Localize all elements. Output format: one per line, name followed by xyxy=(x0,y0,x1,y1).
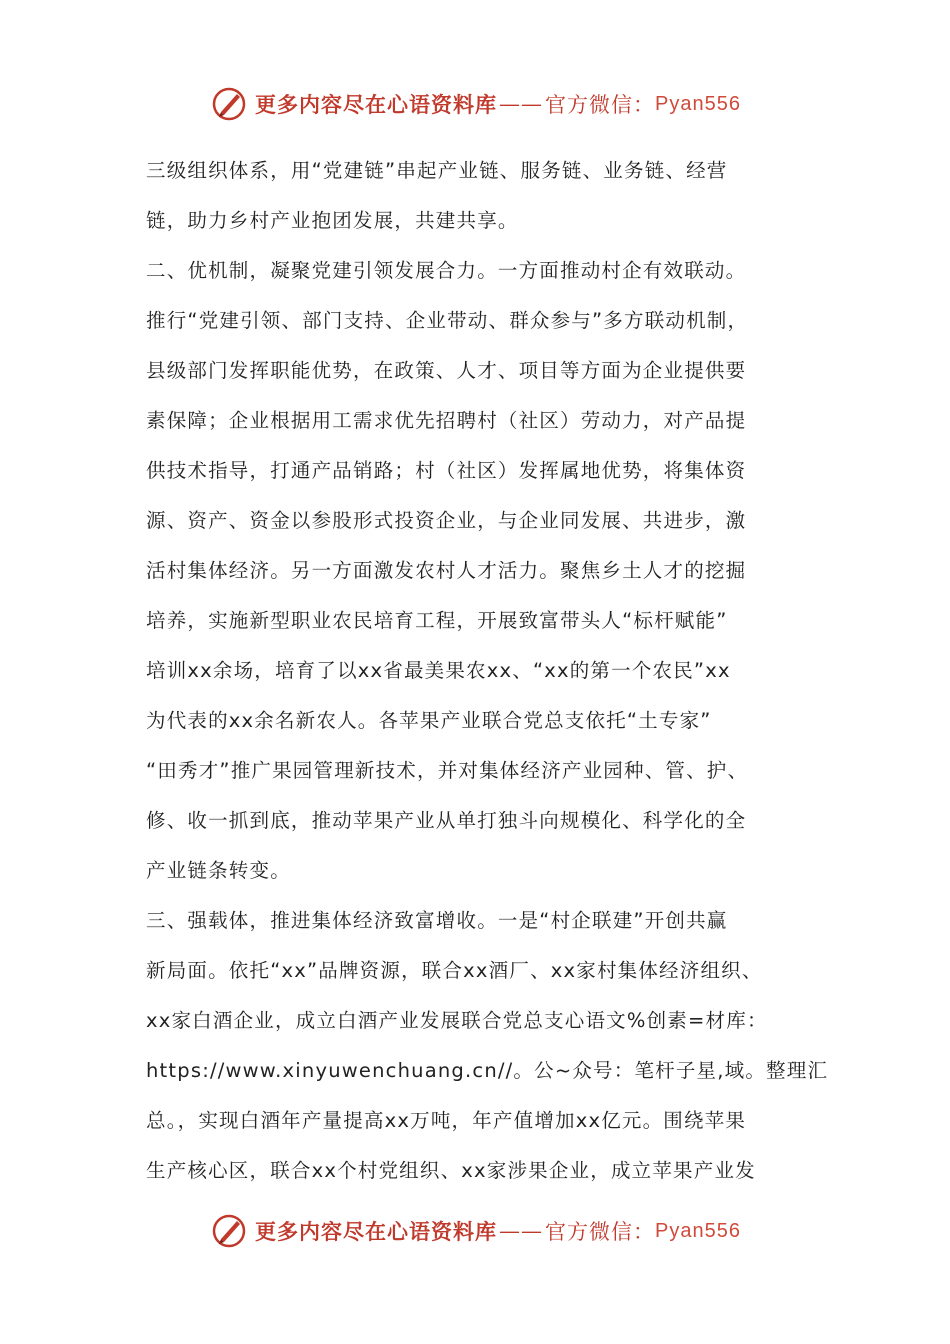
text-line: 素保障；企业根据用工需求优先招聘村（社区）劳动力，对产品提 xyxy=(146,409,747,432)
pen-logo-icon xyxy=(209,1211,249,1251)
text-line: 培训xx余场，培育了以xx省最美果农xx、“xx的第一个农民”xx xyxy=(146,659,731,682)
text-line: 产业链条转变。 xyxy=(146,859,291,882)
footer-contact-label: 官方微信： xyxy=(545,1220,656,1244)
text-line: 供技术指导，打通产品销路；村（社区）发挥属地优势，将集体资 xyxy=(146,459,747,482)
text-line: 培养，实施新型职业农民培育工程，开展致富带头人“标杆赋能” xyxy=(146,609,728,632)
header-contact-label: 官方微信： xyxy=(545,93,656,117)
text-line: 活村集体经济。另一方面激发农村人才活力。聚焦乡土人才的挖掘 xyxy=(146,559,747,582)
text-line: 总。，实现白酒年产量提高xx万吨，年产值增加xx亿元。围绕苹果 xyxy=(146,1109,747,1132)
document-body xyxy=(146,146,829,1196)
pen-logo-icon xyxy=(209,84,249,124)
header-brand: 更多内容尽在心语资料库 xyxy=(255,92,498,117)
text-line: 源、资产、资金以参股形式投资企业，与企业同发展、共进步，激 xyxy=(146,509,747,532)
text-line: 链，助力乡村产业抱团发展，共建共享。 xyxy=(146,209,519,232)
footer-banner xyxy=(0,1211,950,1251)
text-line: 推行“党建引领、部门支持、企业带动、群众参与”多方联动机制， xyxy=(146,309,749,332)
footer-brand: 更多内容尽在心语资料库 xyxy=(255,1219,498,1244)
text-line: “田秀才”推广果园管理新技术，并对集体经济产业园种、管、护、 xyxy=(146,759,749,782)
text-line: xx家白酒企业，成立白酒产业发展联合党总支心语文%创素=材库： xyxy=(146,1009,768,1032)
footer-wechat-handle: Pyan556 xyxy=(655,1219,741,1242)
header-wechat-handle: Pyan556 xyxy=(655,92,741,115)
header-separator: —— xyxy=(499,92,544,116)
text-line: 三级组织体系，用“党建链”串起产业链、服务链、业务链、经营 xyxy=(146,159,728,182)
text-line: 二、优机制，凝聚党建引领发展合力。一方面推动村企有效联动。 xyxy=(146,259,747,282)
text-line: 为代表的xx余名新农人。各苹果产业联合党总支依托“土专家” xyxy=(146,709,712,732)
text-line: 生产核心区，联合xx个村党组织、xx家涉果企业，成立苹果产业发 xyxy=(146,1159,756,1182)
header-banner xyxy=(0,84,950,124)
footer-separator: —— xyxy=(499,1219,544,1243)
text-line-link[interactable]: https://www.xinyuwenchuang.cn//。公~众号：笔杆子星,域。整理汇 xyxy=(146,1059,829,1082)
text-line: 县级部门发挥职能优势，在政策、人才、项目等方面为企业提供要 xyxy=(146,359,747,382)
text-line: 三、强载体，推进集体经济致富增收。一是“村企联建”开创共赢 xyxy=(146,909,728,932)
text-line: 新局面。依托“xx”品牌资源，联合xx酒厂、xx家村集体经济组织、 xyxy=(146,959,763,982)
text-line: 修、收一抓到底，推动苹果产业从单打独斗向规模化、科学化的全 xyxy=(146,809,747,832)
